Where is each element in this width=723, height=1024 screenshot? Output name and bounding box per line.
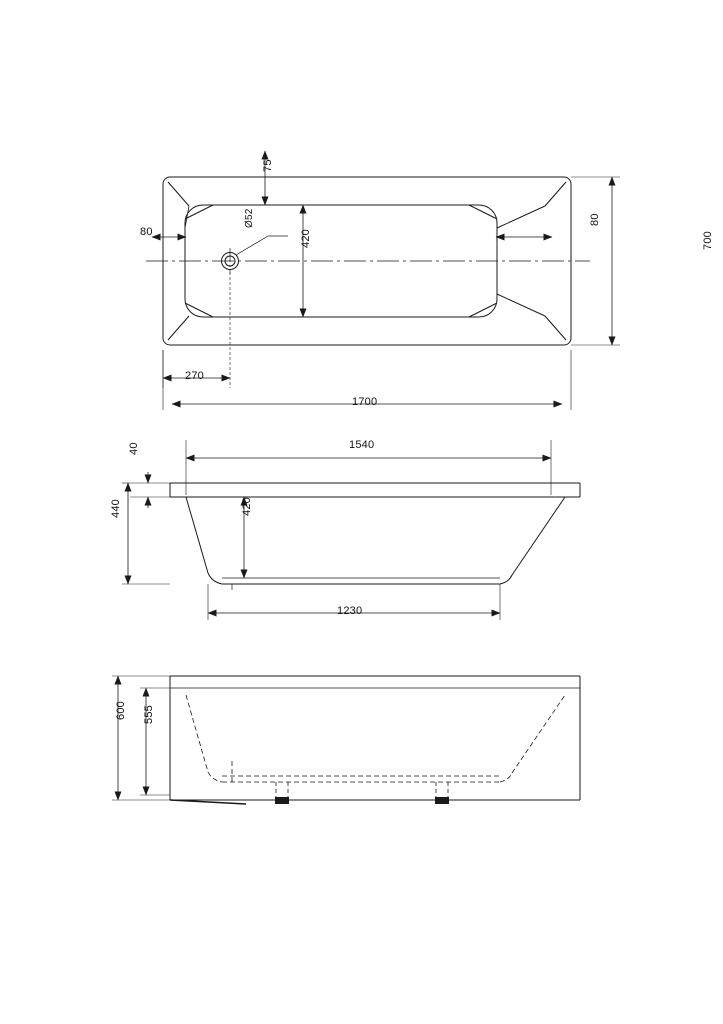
dim-600 [112, 676, 170, 800]
dim-40 [130, 472, 170, 508]
dim-label-555: 555 [143, 705, 155, 724]
dim-label-1540: 1540 [349, 439, 375, 451]
dim-555 [140, 688, 170, 795]
panel-feet [275, 782, 449, 804]
dim-label-420-front: 420 [241, 497, 253, 516]
dim-label-1230: 1230 [337, 605, 363, 617]
dim-label-80-left: 80 [140, 226, 153, 238]
dim-label-80-right: 80 [589, 213, 601, 226]
dim-label-420-top: 420 [300, 229, 312, 248]
dim-label-1700: 1700 [352, 396, 378, 408]
front-section-outline [170, 483, 580, 590]
dim-label-440: 440 [110, 499, 122, 518]
panel-view-outline [170, 676, 580, 804]
dim-label-700: 700 [702, 231, 714, 250]
dim-label-270: 270 [185, 370, 204, 382]
panel-hidden-profile [186, 695, 565, 782]
dim-label-600: 600 [115, 701, 127, 720]
dim-label-40: 40 [128, 442, 140, 455]
dim-label-75: 75 [262, 159, 274, 172]
dim-440 [122, 483, 170, 584]
dim-80-left [152, 230, 186, 250]
dim-label-drain-diameter: Ø52 [244, 208, 255, 228]
dim-drain-leader [236, 236, 288, 255]
